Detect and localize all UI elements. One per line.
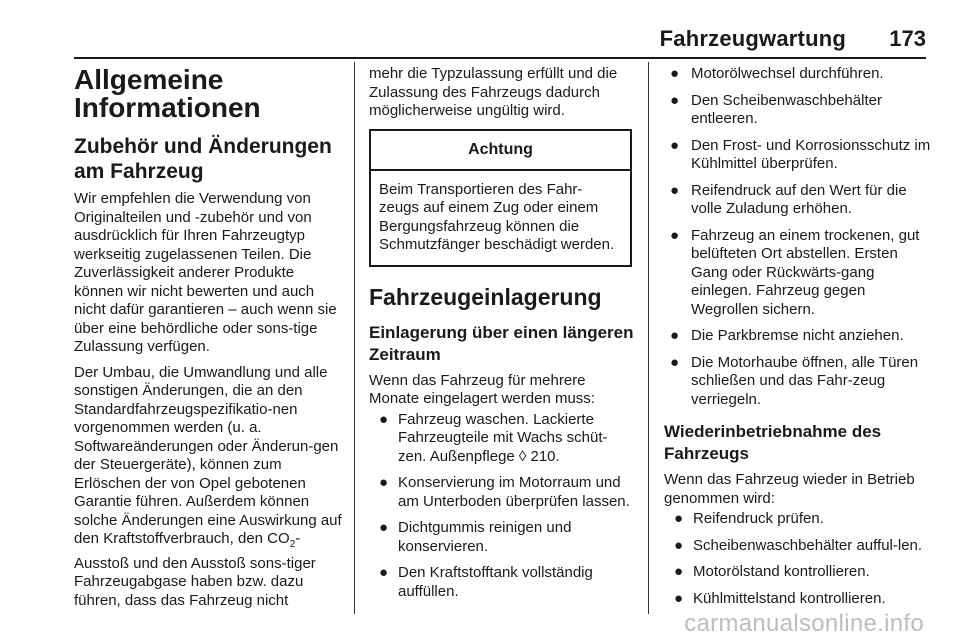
bullet-icon: ●: [674, 536, 684, 554]
list-item-text: Reifendruck auf den Wert für die volle Zuladung erhöhen.: [691, 181, 907, 217]
list-item-text: Dichtgummis reinigen und konservieren.: [398, 519, 572, 555]
list-item-text: Die Motorhaube öffnen, alle Türen schließen und das Fahr-zeug verriegeln.: [691, 353, 919, 408]
column-2: [369, 62, 634, 609]
text-run: -Ausstoß und den Ausstoß sons-tiger Fahrzeugabgase haben bzw. dazu führen, dass das Fahrzeug nicht: [74, 530, 316, 609]
list-item: [369, 519, 634, 556]
list-item-text: Fahrzeug waschen. Lackierte Fahrzeugteile mit Wachs schüt-zen. Außenpflege ◊ 210.: [398, 410, 608, 465]
warning-title: Achtung: [371, 131, 630, 171]
column-divider: [648, 62, 649, 614]
header-rule: [74, 57, 926, 59]
subsection-heading: Wiederinbetriebnahme des Fahrzeugs: [664, 422, 882, 463]
column-1: [74, 62, 344, 617]
list-item: [664, 563, 932, 582]
bullet-icon: ●: [379, 410, 389, 428]
list-item: [664, 182, 932, 219]
bullet-icon: ●: [379, 474, 389, 491]
list-item: [369, 564, 634, 601]
bullet-icon: ●: [670, 65, 680, 82]
bullet-list: [664, 510, 932, 608]
list-item: [664, 590, 932, 609]
watermark: carmanualsonline.info: [684, 610, 924, 637]
page-number: 173: [889, 26, 926, 51]
column-3: [664, 62, 932, 616]
page-header: [0, 0, 960, 60]
list-item: [664, 354, 932, 410]
bullet-icon: ●: [674, 589, 684, 607]
list-item-text: Den Scheibenwaschbehälter entleeren.: [691, 91, 882, 127]
paragraph: [74, 364, 344, 611]
list-item-text: Konservierung im Motorraum und am Unterboden überprüfen lassen.: [398, 474, 630, 510]
bullet-icon: ●: [670, 353, 680, 371]
bullet-icon: ●: [379, 519, 389, 536]
list-item: [664, 537, 932, 556]
list-item-text: Reifendruck prüfen.: [693, 510, 824, 527]
bullet-list: [369, 411, 634, 602]
bullet-list: [664, 65, 932, 409]
list-item: [664, 510, 932, 529]
bullet-icon: ●: [670, 91, 680, 109]
list-item: [664, 65, 932, 84]
bullet-icon: ●: [670, 181, 680, 199]
paragraph: Wir empfehlen die Verwendung von Originalteilen und -zubehör und von ausdrücklich für Ihren Fahrzeugtyp werkseitig zugelassenen Teilen. Die Zuverlässigkeit anderer Produkte können wir nicht bewerten und auch nicht dafür garantieren – auch wenn sie über eine behördliche oder sons-tige Zulassung verfügen.: [74, 190, 337, 355]
list-item: [664, 137, 932, 174]
subsection-heading: Einlagerung über einen längeren Zeitraum: [369, 322, 634, 364]
section-heading: Allgemeine Informationen: [74, 64, 261, 123]
paragraph: Wenn das Fahrzeug wieder in Betrieb genommen wird:: [664, 471, 915, 507]
section-heading: Fahrzeugeinlagerung: [369, 283, 602, 310]
list-item: [369, 411, 634, 467]
list-item-text: Den Frost- und Korrosionsschutz im Kühlmittel überprüfen.: [691, 136, 931, 172]
bullet-icon: ●: [674, 563, 684, 580]
bullet-icon: ●: [670, 226, 680, 244]
list-item: [369, 474, 634, 511]
bullet-icon: ●: [670, 136, 680, 154]
bullet-icon: ●: [674, 510, 684, 527]
paragraph: Wenn das Fahrzeug für mehrere Monate eingelagert werden muss:: [369, 371, 595, 407]
bullet-icon: ●: [379, 564, 389, 581]
paragraph: mehr die Typzulassung erfüllt und die Zulassung des Fahrzeugs dadurch möglicherweise ungültig wird.: [369, 65, 618, 119]
list-item-text: Motorölstand kontrollieren.: [693, 563, 870, 580]
subscript: 2: [289, 539, 296, 550]
subsection-heading: Zubehör und Änderungen am Fahrzeug: [74, 135, 332, 183]
list-item-text: Die Parkbremse nicht anziehen.: [691, 327, 904, 344]
list-item: [664, 327, 932, 346]
warning-box: [369, 129, 632, 267]
page-title: Fahrzeugwartung: [659, 26, 846, 51]
list-item-text: Kühlmittelstand kontrollieren.: [693, 589, 886, 607]
bullet-icon: ●: [670, 327, 680, 344]
warning-text: Beim Transportieren des Fahr-zeugs auf einem Zug oder einem Bergungsfahrzeug können die Schmutzfänger beschädigt werden.: [379, 180, 615, 253]
list-item-text: Scheibenwaschbehälter aufful-len.: [693, 536, 923, 554]
list-item-text: Den Kraftstofftank vollständig auffüllen.: [398, 564, 593, 600]
list-item: [664, 92, 932, 129]
list-item: [664, 227, 932, 320]
list-item-text: Motorölwechsel durchführen.: [691, 65, 884, 82]
column-divider: [354, 62, 355, 614]
text-run: Der Umbau, die Umwandlung und alle sonstigen Änderungen, die an den Standardfahrzeugspezifikatio-nen vorgenommen werden (u. a. Softwareänderungen oder Änderun-gen der Steuergeräte), können zum Erlöschen der von Opel gebotenen Garantie führen. Außerdem können solche Änderungen eine Auswirkung auf den Kraftstoffverbrauch, den CO: [74, 363, 342, 547]
list-item-text: Fahrzeug an einem trockenen, gut belüfteten Ort abstellen. Ersten Gang oder Rückwärts-gang einlegen. Fahrzeug gegen Wegrollen sichern.: [691, 226, 920, 318]
